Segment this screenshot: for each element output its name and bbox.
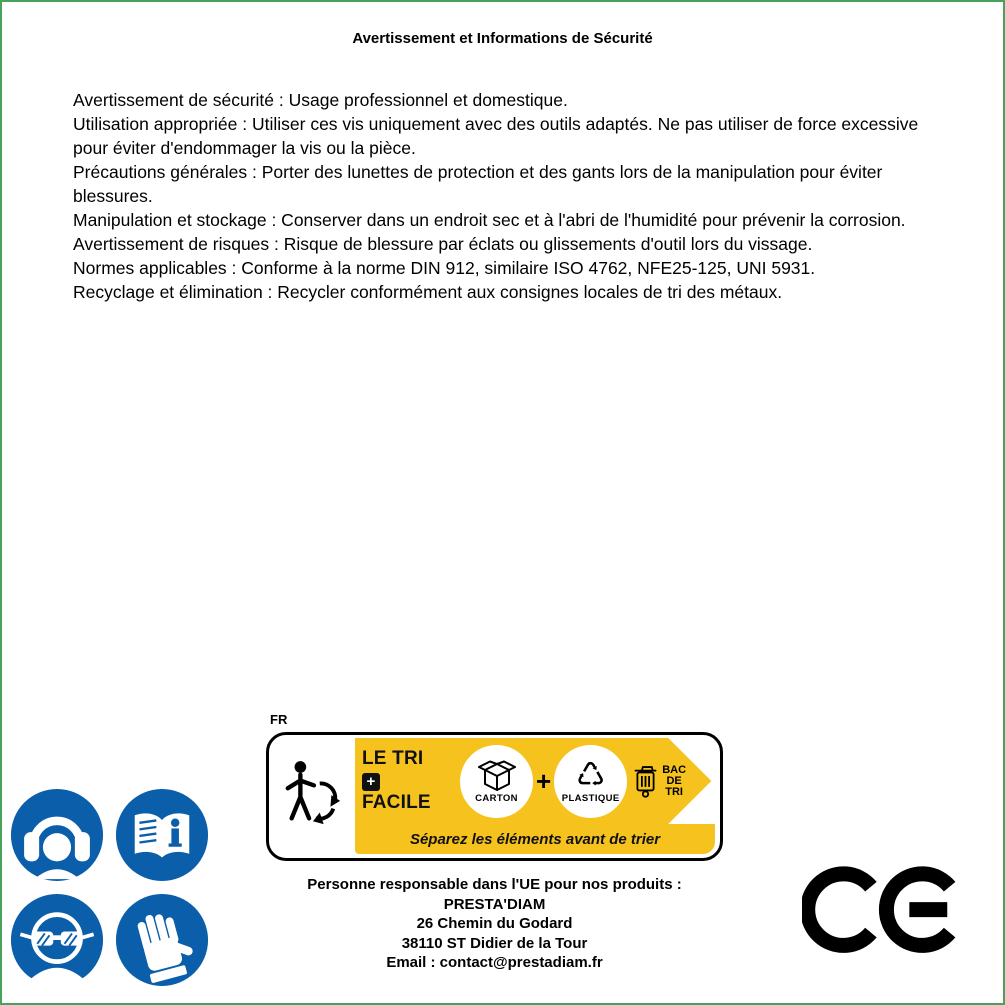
safety-paragraph: Manipulation et stockage : Conserver dans un endroit sec et à l'abri de l'humidité pour prévenir la corrosion. xyxy=(73,210,906,230)
company-name: PRESTA'DIAM xyxy=(443,895,546,913)
plus-box-icon: + xyxy=(362,773,380,791)
address-line1: 26 Chemin du Godard xyxy=(416,915,573,932)
sorting-tagline: Séparez les éléments avant de trier xyxy=(355,824,715,854)
carton-box-icon xyxy=(477,758,517,792)
safety-text-block xyxy=(73,88,951,304)
material-plastique xyxy=(554,745,627,818)
badge-line2: FACILE xyxy=(362,792,431,813)
info-tri-content xyxy=(355,735,720,858)
mandatory-pictograms xyxy=(10,788,209,987)
bin-text: BAC DE TRI xyxy=(662,763,687,798)
plastique-label: PLASTIQUE xyxy=(561,793,620,804)
read-instruction-manual-icon xyxy=(115,788,209,882)
safety-paragraph: Utilisation appropriée : Utiliser ces vis uniquement avec des outils adaptés. Ne pas utiliser de force excessive pour éviter d'endommager la vis ou la pièce. xyxy=(73,114,919,158)
recycling-info-label xyxy=(266,732,723,861)
sorting-bin-icon xyxy=(632,764,659,798)
country-code-label: FR xyxy=(270,712,288,727)
sorting-bin-group xyxy=(632,764,686,798)
safety-paragraph: Avertissement de risques : Risque de blessure par éclats ou glissements d'outil lors du vissage. xyxy=(73,234,813,254)
triman-icon xyxy=(269,735,355,858)
wear-eye-protection-icon xyxy=(10,893,104,987)
info-tri-top-row xyxy=(355,738,715,824)
email-line: Email : contact@prestadiam.fr xyxy=(386,954,603,971)
recycling-symbol-icon: ♺ xyxy=(575,755,606,794)
le-tri-facile-badge xyxy=(362,748,456,814)
safety-paragraph: Avertissement de sécurité : Usage professionnel et domestique. xyxy=(73,90,568,110)
page-title: Avertissement et Informations de Sécurité xyxy=(352,30,653,47)
address-line2: 38110 ST Didier de la Tour xyxy=(401,934,588,952)
responsible-block xyxy=(241,875,748,973)
badge-line1: LE TRI xyxy=(362,748,424,769)
safety-paragraph: Normes applicables : Conforme à la norme DIN 912, similaire ISO 4762, NFE25-125, UNI 5931. xyxy=(73,258,816,278)
safety-paragraph: Recyclage et élimination : Recycler conformément aux consignes locales de tri des métaux. xyxy=(73,282,783,302)
wear-ear-protection-icon xyxy=(10,788,104,882)
safety-paragraph: Précautions générales : Porter des lunettes de protection et des gants lors de la manipulation pour éviter blessures. xyxy=(73,162,883,206)
material-carton xyxy=(460,745,533,818)
ce-mark-icon xyxy=(802,852,968,968)
responsible-intro: Personne responsable dans l'UE pour nos produits : xyxy=(307,876,682,893)
wear-protective-gloves-icon xyxy=(115,893,209,987)
plus-separator: + xyxy=(536,765,552,796)
carton-label: CARTON xyxy=(475,793,518,804)
